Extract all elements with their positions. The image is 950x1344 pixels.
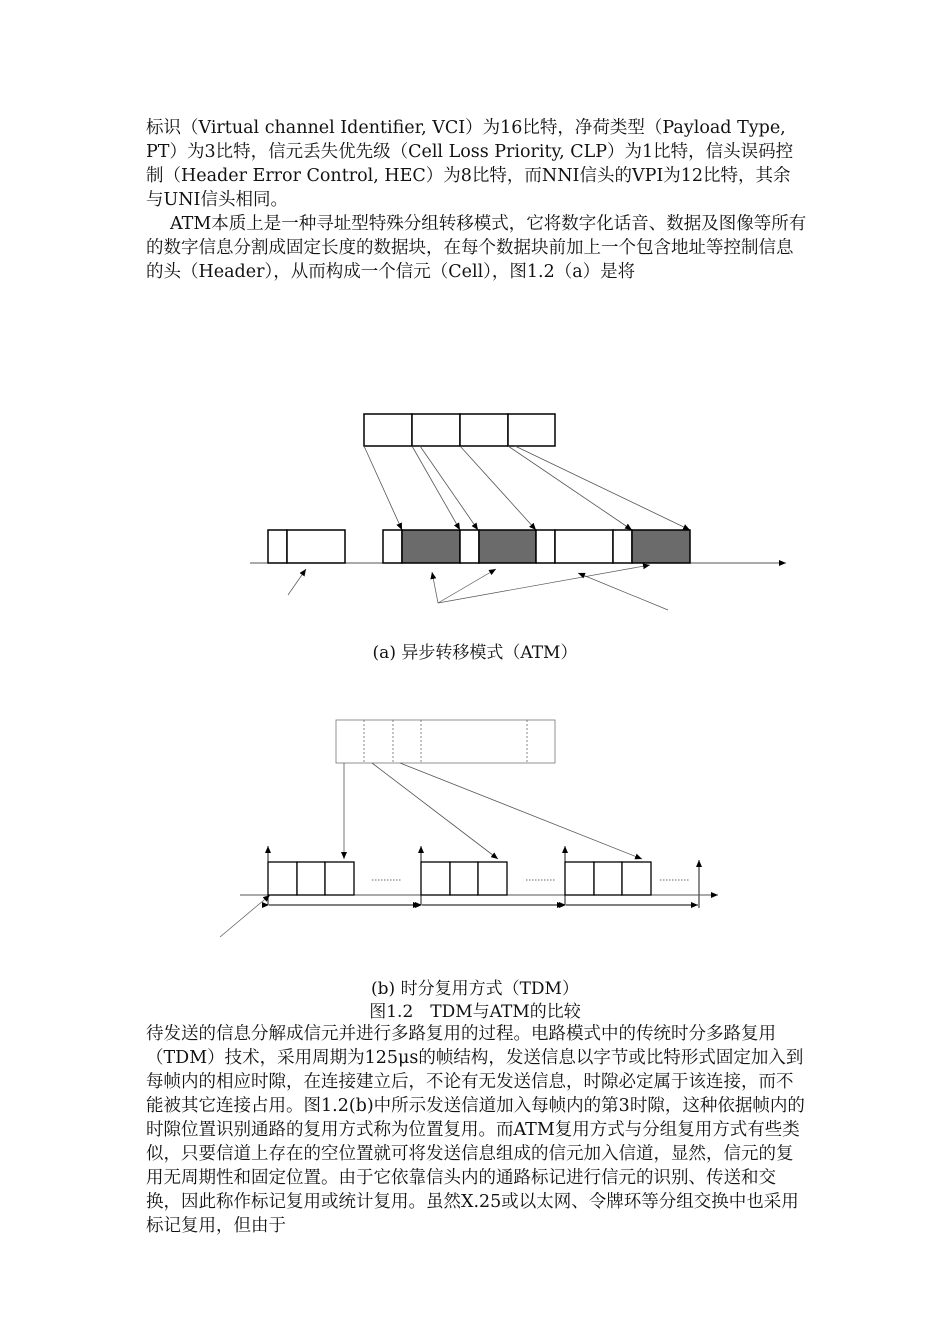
paragraph-tdm-explanation: 待发送的信息分解成信元并进行多路复用的过程。电路模式中的传统时分多路复用（TDM）技术，采用周期为125μs的帧结构，发送信息以字节或比特形式固定加入到每帧内的相应时隙，在连接建立后，不论有无发送信息，时隙必定属于该连接，而不能被其它连接占用。图1.2(b)中所示发送信道加入每帧内的第3时隙，这种依据帧内的时隙位置识别通路的复用方式称为位置复用。而ATM复用方式与分组复用方式有些类似，只要信道上存在的空位置就可将发送信息组成的信元加入信道，显然，信元的复用无周期性和固定位置。由于它依靠信头内的通路标记进行信元的识别、传送和交换，因此称作标记复用或统计复用。虽然X.25或以太网、令牌环等分组交换中也采用标记复用，但由于 <box>146 1024 805 1236</box>
atm-channel-cells <box>268 530 690 563</box>
paragraph-vci: 标识（Virtual channel Identifier, VCI）为16比特，净荷类型（Payload Type, PT）为3比特，信元丢失优先级（Cell Loss Priority, CLP）为1比特，信头误码控制（Header Error Control, HEC）为8比特，而NNI信头的VPI为12比特，其余与UNI信头相同。 <box>146 118 794 210</box>
caption-tdm: (b) 时分复用方式（TDM） <box>371 979 579 999</box>
tdm-mapping-arrows <box>344 763 642 859</box>
atm-leader-lines <box>288 565 668 610</box>
tdm-leader-line <box>220 895 270 937</box>
tdm-source-block <box>336 720 555 763</box>
bottom-paragraphs <box>146 1022 808 1238</box>
atm-source-block <box>364 414 555 446</box>
atm-mapping-arrows <box>364 446 690 530</box>
tdm-frames <box>268 862 651 895</box>
caption-atm: (a) 异步转移模式（ATM） <box>372 643 578 663</box>
paragraph-atm-intro: ATM本质上是一种寻址型特殊分组转移模式，它将数字化话音、数据及图像等所有的数字信息分割成固定长度的数据块，在每个数据块前加上一个包含地址等控制信息的头（Header），从而构成一个信元（Cell），图1.2（a）是将 <box>146 214 807 282</box>
figure-title: 图1.2 TDM与ATM的比较 <box>369 1002 581 1022</box>
atm-diagram <box>250 414 786 610</box>
tdm-diagram <box>220 720 718 937</box>
